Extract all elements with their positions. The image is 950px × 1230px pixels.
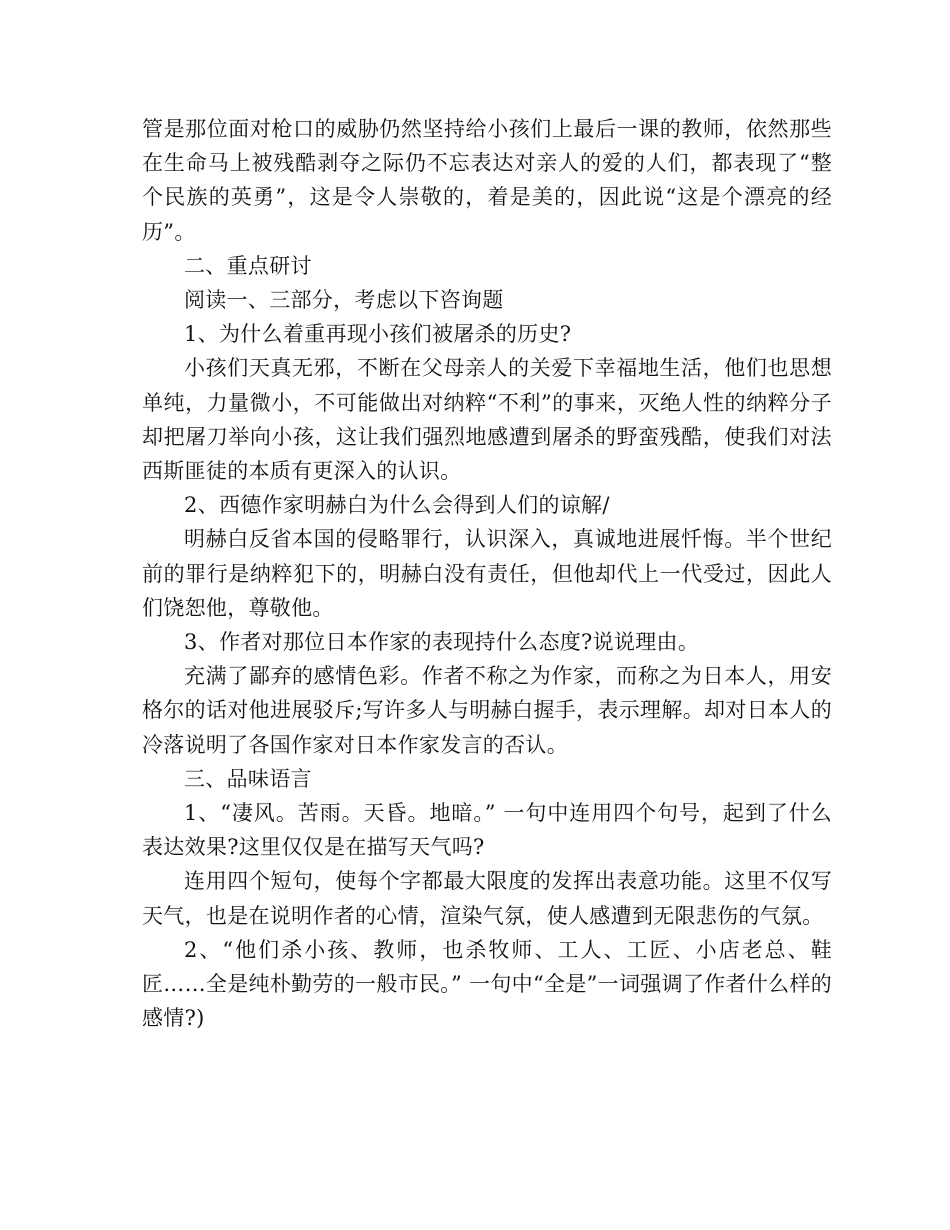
- question-1: 1、为什么着重再现小孩们被屠杀的历史?: [184, 322, 572, 347]
- language-question-2: 2、“他们杀小孩、教师，也杀牧师、工人、工匠、小店老总、鞋匠……全是纯朴勤劳的一般市民。” 一句中“全是”一词强调了作者什么样的感情?): [142, 937, 832, 1031]
- reading-instruction: 阅读一、三部分，考虑以下咨询题: [184, 288, 504, 313]
- section-heading-key-discussion: 二、重点研讨: [184, 253, 312, 278]
- question-3: 3、作者对那位日本作家的表现持什么态度?说说理由。: [184, 630, 700, 655]
- question-2: 2、西德作家明赫白为什么会得到人们的谅解/: [184, 493, 610, 518]
- answer-1: 小孩们天真无邪，不断在父母亲人的关爱下幸福地生活，他们也思想单纯，力量微小，不可能做出对纳粹“不利”的事来，灭绝人性的纳粹分子却把屠刀举向小孩，这让我们强烈地感遭到屠杀的野蛮残酷，使我们对法西斯匪徒的本质有更深入的认识。: [142, 356, 832, 484]
- document-body: [142, 112, 832, 1035]
- paragraph-continuation: 管是那位面对枪口的威胁仍然坚持给小孩们上最后一课的教师，依然那些在生命马上被残酷剥夺之际仍不忘表达对亲人的爱的人们，都表现了“整个民族的英勇”，这是令人崇敬的，着是美的，因此说“这是个漂亮的经历”。: [142, 117, 832, 244]
- language-answer-1: 连用四个短句，使每个字都最大限度的发挥出表意功能。这里不仅写天气，也是在说明作者的心情，渲染气氛，使人感遭到无限悲伤的气氛。: [142, 869, 832, 928]
- answer-2: 明赫白反省本国的侵略罪行，认识深入，真诚地进展忏悔。半个世纪前的罪行是纳粹犯下的，明赫白没有责任，但他却代上一代受过，因此人们饶恕他，尊敬他。: [142, 527, 832, 620]
- language-question-1: 1、“凄风。苦雨。天昏。地暗。” 一句中连用四个句号，起到了什么表达效果?这里仅仅是在描写天气吗?: [142, 801, 832, 860]
- answer-3: 充满了鄙弃的感情色彩。作者不称之为作家，而称之为日本人，用安格尔的话对他进展驳斥;写许多人与明赫白握手，表示理解。却对日本人的冷落说明了各国作家对日本作家发言的否认。: [142, 664, 832, 757]
- section-heading-language: 三、品味语言: [184, 766, 312, 791]
